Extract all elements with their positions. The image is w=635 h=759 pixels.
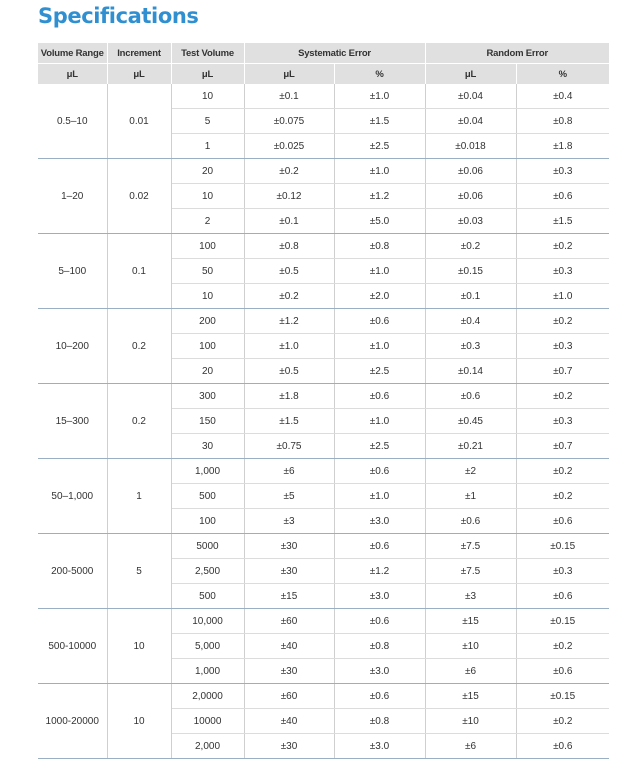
header-test-volume: Test Volume — [171, 43, 244, 64]
systematic-error-ul-cell: ±0.75 — [244, 434, 334, 459]
random-error-ul-cell: ±0.1 — [425, 284, 516, 309]
header-volume-range: Volume Range — [38, 43, 107, 64]
systematic-error-ul-cell: ±0.025 — [244, 134, 334, 159]
table-body — [38, 84, 609, 759]
header-random-error: Random Error — [425, 43, 609, 64]
random-error-pct-cell: ±0.15 — [516, 534, 609, 559]
test-volume-cell: 100 — [171, 234, 244, 259]
systematic-error-ul-cell: ±6 — [244, 459, 334, 484]
random-error-pct-cell: ±0.2 — [516, 634, 609, 659]
random-error-ul-cell: ±1 — [425, 484, 516, 509]
systematic-error-ul-cell: ±0.075 — [244, 109, 334, 134]
volume-range-cell: 500-10000 — [38, 609, 107, 684]
random-error-pct-cell: ±0.15 — [516, 684, 609, 709]
unit-label: % — [516, 64, 609, 85]
test-volume-cell: 2,000 — [171, 734, 244, 759]
table-row — [38, 84, 609, 109]
systematic-error-ul-cell: ±0.1 — [244, 209, 334, 234]
random-error-ul-cell: ±6 — [425, 659, 516, 684]
volume-range-cell: 10–200 — [38, 309, 107, 384]
table-row — [38, 159, 609, 184]
systematic-error-pct-cell: ±1.0 — [334, 334, 425, 359]
systematic-error-pct-cell: ±1.2 — [334, 559, 425, 584]
random-error-ul-cell: ±0.6 — [425, 384, 516, 409]
systematic-error-pct-cell: ±0.6 — [334, 384, 425, 409]
systematic-error-ul-cell: ±40 — [244, 634, 334, 659]
header-systematic-error: Systematic Error — [244, 43, 425, 64]
random-error-ul-cell: ±0.6 — [425, 509, 516, 534]
systematic-error-pct-cell: ±0.6 — [334, 459, 425, 484]
random-error-pct-cell: ±0.2 — [516, 459, 609, 484]
random-error-ul-cell: ±15 — [425, 684, 516, 709]
random-error-ul-cell: ±0.21 — [425, 434, 516, 459]
systematic-error-ul-cell: ±1.8 — [244, 384, 334, 409]
test-volume-cell: 300 — [171, 384, 244, 409]
random-error-pct-cell: ±1.0 — [516, 284, 609, 309]
random-error-ul-cell: ±7.5 — [425, 534, 516, 559]
test-volume-cell: 1,000 — [171, 659, 244, 684]
random-error-pct-cell: ±1.5 — [516, 209, 609, 234]
test-volume-cell: 2,500 — [171, 559, 244, 584]
random-error-ul-cell: ±0.4 — [425, 309, 516, 334]
systematic-error-ul-cell: ±1.2 — [244, 309, 334, 334]
systematic-error-ul-cell: ±5 — [244, 484, 334, 509]
systematic-error-ul-cell: ±0.12 — [244, 184, 334, 209]
random-error-pct-cell: ±0.6 — [516, 509, 609, 534]
random-error-pct-cell: ±0.6 — [516, 184, 609, 209]
random-error-ul-cell: ±0.06 — [425, 159, 516, 184]
random-error-pct-cell: ±0.2 — [516, 309, 609, 334]
random-error-ul-cell: ±2 — [425, 459, 516, 484]
random-error-pct-cell: ±0.2 — [516, 484, 609, 509]
systematic-error-pct-cell: ±5.0 — [334, 209, 425, 234]
unit-label: μL — [107, 64, 171, 85]
systematic-error-ul-cell: ±30 — [244, 659, 334, 684]
random-error-ul-cell: ±0.14 — [425, 359, 516, 384]
random-error-pct-cell: ±0.7 — [516, 434, 609, 459]
systematic-error-pct-cell: ±0.6 — [334, 684, 425, 709]
volume-range-cell: 1000-20000 — [38, 684, 107, 759]
unit-label: % — [334, 64, 425, 85]
systematic-error-ul-cell: ±60 — [244, 609, 334, 634]
test-volume-cell: 20 — [171, 359, 244, 384]
volume-range-cell: 200-5000 — [38, 534, 107, 609]
random-error-ul-cell: ±0.04 — [425, 109, 516, 134]
random-error-pct-cell: ±0.3 — [516, 159, 609, 184]
systematic-error-pct-cell: ±3.0 — [334, 734, 425, 759]
systematic-error-pct-cell: ±1.2 — [334, 184, 425, 209]
increment-cell: 5 — [107, 534, 171, 609]
volume-range-cell: 1–20 — [38, 159, 107, 234]
systematic-error-ul-cell: ±30 — [244, 559, 334, 584]
table-row — [38, 684, 609, 709]
systematic-error-pct-cell: ±1.0 — [334, 159, 425, 184]
test-volume-cell: 10000 — [171, 709, 244, 734]
systematic-error-pct-cell: ±3.0 — [334, 584, 425, 609]
systematic-error-pct-cell: ±1.0 — [334, 484, 425, 509]
systematic-error-ul-cell: ±0.1 — [244, 84, 334, 109]
random-error-pct-cell: ±0.3 — [516, 409, 609, 434]
random-error-ul-cell: ±7.5 — [425, 559, 516, 584]
systematic-error-pct-cell: ±3.0 — [334, 659, 425, 684]
test-volume-cell: 100 — [171, 509, 244, 534]
systematic-error-pct-cell: ±0.8 — [334, 709, 425, 734]
systematic-error-pct-cell: ±1.0 — [334, 409, 425, 434]
systematic-error-pct-cell: ±2.5 — [334, 359, 425, 384]
table-row — [38, 234, 609, 259]
systematic-error-ul-cell: ±0.5 — [244, 359, 334, 384]
random-error-pct-cell: ±0.6 — [516, 734, 609, 759]
random-error-pct-cell: ±0.6 — [516, 659, 609, 684]
systematic-error-pct-cell: ±2.5 — [334, 134, 425, 159]
test-volume-cell: 2 — [171, 209, 244, 234]
test-volume-cell: 1,000 — [171, 459, 244, 484]
systematic-error-pct-cell: ±1.0 — [334, 84, 425, 109]
random-error-ul-cell: ±0.15 — [425, 259, 516, 284]
systematic-error-ul-cell: ±0.8 — [244, 234, 334, 259]
random-error-pct-cell: ±0.2 — [516, 234, 609, 259]
unit-label: μL — [244, 64, 334, 85]
test-volume-cell: 500 — [171, 484, 244, 509]
test-volume-cell: 200 — [171, 309, 244, 334]
random-error-pct-cell: ±0.15 — [516, 609, 609, 634]
increment-cell: 0.02 — [107, 159, 171, 234]
test-volume-cell: 1 — [171, 134, 244, 159]
test-volume-cell: 10 — [171, 184, 244, 209]
systematic-error-pct-cell: ±2.0 — [334, 284, 425, 309]
random-error-pct-cell: ±1.8 — [516, 134, 609, 159]
random-error-ul-cell: ±10 — [425, 634, 516, 659]
systematic-error-pct-cell: ±1.0 — [334, 259, 425, 284]
systematic-error-pct-cell: ±2.5 — [334, 434, 425, 459]
random-error-ul-cell: ±0.2 — [425, 234, 516, 259]
test-volume-cell: 10 — [171, 84, 244, 109]
test-volume-cell: 500 — [171, 584, 244, 609]
random-error-ul-cell: ±0.04 — [425, 84, 516, 109]
random-error-ul-cell: ±0.06 — [425, 184, 516, 209]
random-error-pct-cell: ±0.3 — [516, 559, 609, 584]
systematic-error-ul-cell: ±1.5 — [244, 409, 334, 434]
random-error-ul-cell: ±0.03 — [425, 209, 516, 234]
test-volume-cell: 5000 — [171, 534, 244, 559]
volume-range-cell: 50–1,000 — [38, 459, 107, 534]
random-error-ul-cell: ±6 — [425, 734, 516, 759]
systematic-error-ul-cell: ±1.0 — [244, 334, 334, 359]
random-error-ul-cell: ±10 — [425, 709, 516, 734]
test-volume-cell: 100 — [171, 334, 244, 359]
test-volume-cell: 5,000 — [171, 634, 244, 659]
increment-cell: 0.1 — [107, 234, 171, 309]
systematic-error-pct-cell: ±0.6 — [334, 534, 425, 559]
unit-label: μL — [425, 64, 516, 85]
increment-cell: 0.01 — [107, 84, 171, 159]
systematic-error-ul-cell: ±40 — [244, 709, 334, 734]
systematic-error-ul-cell: ±0.2 — [244, 159, 334, 184]
increment-cell: 0.2 — [107, 309, 171, 384]
random-error-pct-cell: ±0.3 — [516, 334, 609, 359]
random-error-pct-cell: ±0.2 — [516, 384, 609, 409]
unit-label: μL — [38, 64, 107, 85]
systematic-error-ul-cell: ±15 — [244, 584, 334, 609]
increment-cell: 10 — [107, 684, 171, 759]
table-header — [38, 43, 609, 84]
test-volume-cell: 2,0000 — [171, 684, 244, 709]
volume-range-cell: 0.5–10 — [38, 84, 107, 159]
systematic-error-ul-cell: ±30 — [244, 534, 334, 559]
unit-label: μL — [171, 64, 244, 85]
test-volume-cell: 150 — [171, 409, 244, 434]
random-error-pct-cell: ±0.3 — [516, 259, 609, 284]
random-error-pct-cell: ±0.4 — [516, 84, 609, 109]
volume-range-cell: 5–100 — [38, 234, 107, 309]
systematic-error-pct-cell: ±0.6 — [334, 609, 425, 634]
systematic-error-pct-cell: ±3.0 — [334, 509, 425, 534]
page-title: Specifications — [38, 4, 199, 28]
increment-cell: 10 — [107, 609, 171, 684]
test-volume-cell: 10 — [171, 284, 244, 309]
increment-cell: 1 — [107, 459, 171, 534]
random-error-ul-cell: ±0.3 — [425, 334, 516, 359]
test-volume-cell: 30 — [171, 434, 244, 459]
random-error-ul-cell: ±0.018 — [425, 134, 516, 159]
random-error-pct-cell: ±0.7 — [516, 359, 609, 384]
systematic-error-ul-cell: ±30 — [244, 734, 334, 759]
test-volume-cell: 50 — [171, 259, 244, 284]
systematic-error-pct-cell: ±1.5 — [334, 109, 425, 134]
test-volume-cell: 20 — [171, 159, 244, 184]
random-error-pct-cell: ±0.6 — [516, 584, 609, 609]
random-error-ul-cell: ±3 — [425, 584, 516, 609]
systematic-error-pct-cell: ±0.8 — [334, 634, 425, 659]
random-error-ul-cell: ±0.45 — [425, 409, 516, 434]
header-increment: Increment — [107, 43, 171, 64]
systematic-error-pct-cell: ±0.8 — [334, 234, 425, 259]
systematic-error-ul-cell: ±0.2 — [244, 284, 334, 309]
table-row — [38, 609, 609, 634]
systematic-error-ul-cell: ±0.5 — [244, 259, 334, 284]
random-error-ul-cell: ±15 — [425, 609, 516, 634]
systematic-error-pct-cell: ±0.6 — [334, 309, 425, 334]
random-error-pct-cell: ±0.8 — [516, 109, 609, 134]
table-row — [38, 459, 609, 484]
systematic-error-ul-cell: ±3 — [244, 509, 334, 534]
table-row — [38, 309, 609, 334]
random-error-pct-cell: ±0.2 — [516, 709, 609, 734]
table-row — [38, 384, 609, 409]
systematic-error-ul-cell: ±60 — [244, 684, 334, 709]
specifications-table — [38, 43, 609, 759]
test-volume-cell: 10,000 — [171, 609, 244, 634]
test-volume-cell: 5 — [171, 109, 244, 134]
increment-cell: 0.2 — [107, 384, 171, 459]
table-row — [38, 534, 609, 559]
volume-range-cell: 15–300 — [38, 384, 107, 459]
